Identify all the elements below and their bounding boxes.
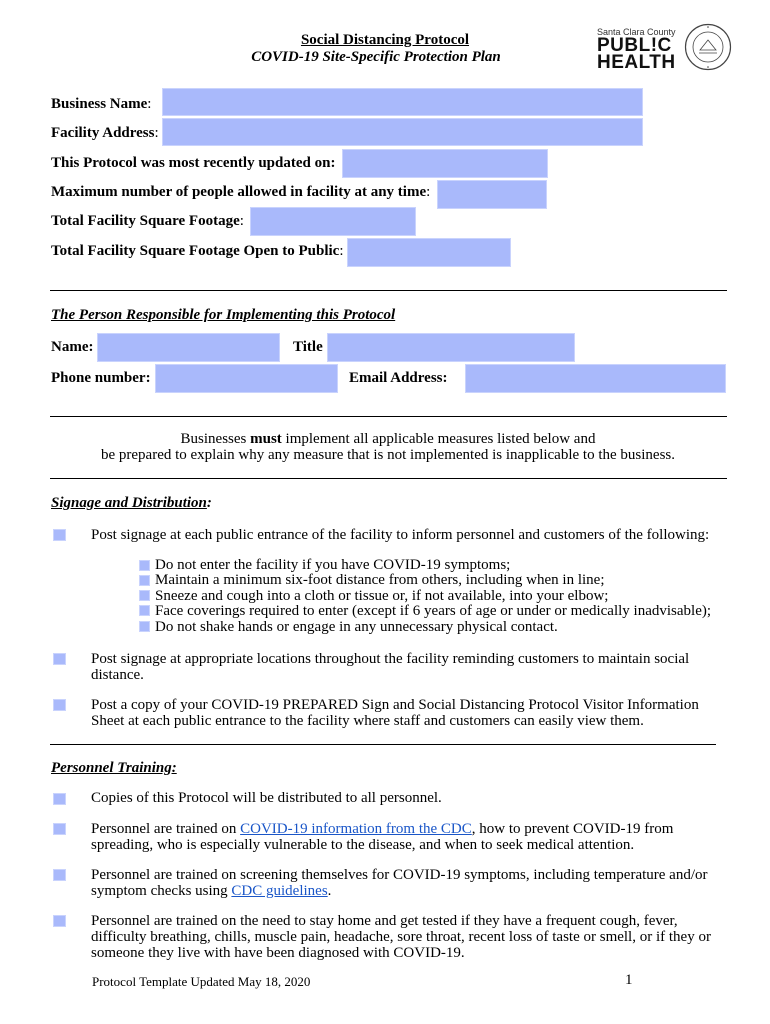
business-name-field[interactable] (162, 88, 643, 116)
public-health-logo (597, 27, 677, 72)
phone-label: Phone number: (51, 370, 151, 386)
facility-address-label: Facility Address: (51, 125, 159, 141)
signage-item-3: Post a copy of your COVID-19 PREPARED Sign and Social Distancing Protocol Visitor Information Sheet at each public entrance to the facility where staff and customers can easily view them. (91, 697, 699, 729)
page-number: 1 (625, 972, 633, 988)
subitem-2: Maintain a minimum six-foot distance from others, including when in line; (155, 572, 605, 588)
subitem-1: Do not enter the facility if you have COVID-19 symptoms; (155, 557, 511, 573)
responsible-heading: The Person Responsible for Implementing this Protocol (51, 307, 396, 323)
county-seal (684, 23, 732, 71)
phone-field[interactable] (155, 364, 338, 393)
page-title: Social Distancing Protocol (300, 32, 470, 48)
updated-on-label: This Protocol was most recently updated on: (51, 155, 336, 171)
subitem-checkbox-3[interactable] (139, 590, 150, 601)
page-subtitle: COVID-19 Site-Specific Protection Plan (251, 49, 501, 65)
email-field[interactable] (465, 364, 726, 393)
signage-heading: Signage and Distribution: (51, 495, 212, 511)
max-people-label: Maximum number of people allowed in facility at any time: (51, 184, 431, 200)
square-footage-label: Total Facility Square Footage: (51, 213, 244, 229)
training-item-1: Copies of this Protocol will be distributed to all personnel. (91, 790, 442, 806)
logo-health-text: HEALTH (597, 52, 676, 73)
responsible-title-field[interactable] (327, 333, 575, 362)
logo-public-text: PUBL!C (597, 35, 672, 56)
signage-checkbox-1[interactable] (53, 529, 66, 541)
responsible-name-label: Name: (51, 339, 94, 355)
subitem-3: Sneeze and cough into a cloth or tissue or, if not available, into your elbow; (155, 588, 609, 604)
responsible-name-field[interactable] (97, 333, 280, 362)
email-label: Email Address: (349, 370, 448, 386)
footer-template-date: Protocol Template Updated May 18, 2020 (92, 974, 311, 989)
signage-checkbox-3[interactable] (53, 699, 66, 711)
training-checkbox-2[interactable] (53, 823, 66, 835)
signage-item-1: Post signage at each public entrance of the facility to inform personnel and customers of the following: (91, 527, 710, 543)
subitem-checkbox-5[interactable] (139, 621, 150, 632)
subitem-4: Face coverings required to enter (except if 6 years of age or under or medically inadvisable); (155, 603, 712, 619)
divider (50, 478, 727, 479)
signage-checkbox-2[interactable] (53, 653, 66, 665)
training-item-3: Personnel are trained on screening themselves for COVID-19 symptoms, including temperature and/or symptom checks using CDC guidelines. (91, 867, 708, 899)
max-people-field[interactable] (437, 180, 547, 209)
subitem-checkbox-2[interactable] (139, 575, 150, 586)
facility-address-field[interactable] (162, 118, 643, 146)
square-footage-field[interactable] (250, 207, 416, 236)
training-item-2: Personnel are trained on COVID-19 information from the CDC, how to prevent COVID-19 from spreading, who is especially vulnerable to the disease, and when to seek medical attention. (91, 821, 674, 853)
responsible-title-label: Title (293, 339, 323, 355)
notice-line-1: Businesses must implement all applicable measures listed below and (180, 431, 596, 447)
training-checkbox-3[interactable] (53, 869, 66, 881)
cdc-info-link[interactable]: COVID-19 information from the CDC (240, 821, 472, 837)
cdc-guidelines-link[interactable]: CDC guidelines (231, 883, 328, 899)
notice-line-2: be prepared to explain why any measure that is not implemented is inapplicable to the business. (100, 447, 675, 463)
subitem-checkbox-1[interactable] (139, 560, 150, 571)
subitem-5: Do not shake hands or engage in any unnecessary physical contact. (155, 619, 558, 635)
signage-item-2: Post signage at appropriate locations throughout the facility reminding customers to maintain social distance. (91, 651, 690, 683)
training-item-4: Personnel are trained on the need to stay home and get tested if they have a frequent cough, fever, difficulty breathing, chills, muscle pain, headache, sore throat, recent loss of taste or smell, or if they or someone they live with have been diagnosed with COVID-19. (91, 913, 711, 961)
divider (50, 290, 727, 291)
business-name-label: Business Name: (51, 96, 152, 112)
divider (50, 416, 727, 417)
square-footage-public-label: Total Facility Square Footage Open to Public: (51, 243, 344, 259)
training-checkbox-4[interactable] (53, 915, 66, 927)
divider (50, 744, 716, 745)
training-checkbox-1[interactable] (53, 793, 66, 805)
logo-county-text: Santa Clara County (597, 27, 676, 37)
subitem-checkbox-4[interactable] (139, 605, 150, 616)
updated-on-field[interactable] (342, 149, 548, 178)
square-footage-public-field[interactable] (347, 238, 511, 267)
training-heading: Personnel Training: (51, 760, 177, 776)
